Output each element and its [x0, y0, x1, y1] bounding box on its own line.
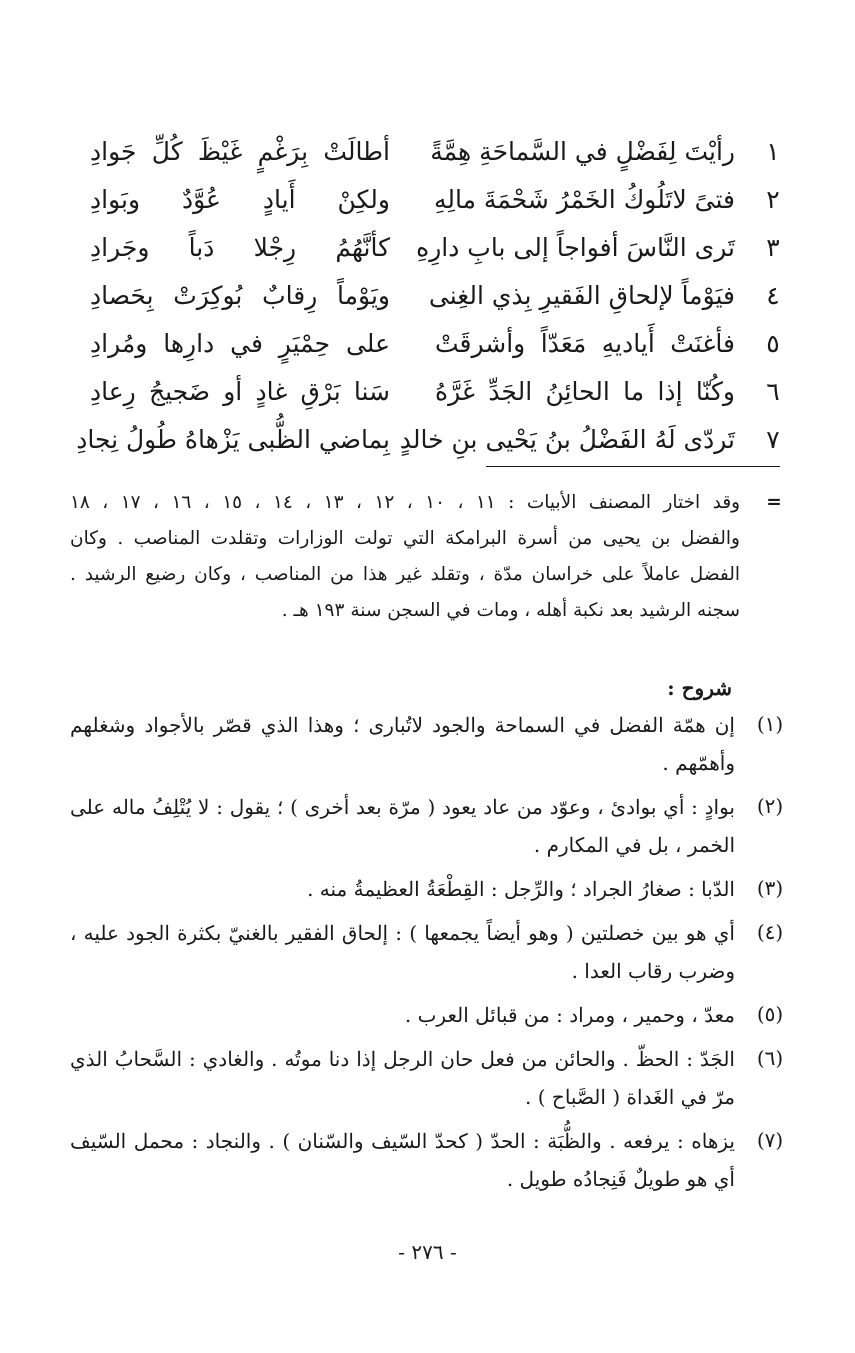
- note-number: (٧): [756, 1128, 784, 1152]
- note-line: الجَدّ : الحظّ . والحائن من فعل حان الرجل إذا دنا موتُه . والغادي : السَّحابُ الذي: [70, 1047, 735, 1071]
- note-line: مرّ في الغَداة ( الصَّباح ) .: [525, 1085, 735, 1109]
- verse-second-hemistich: ولكِنْ أَيادٍ عُوَّدٌ وبَوادِ: [90, 185, 390, 214]
- note-line: معدّ ، وحمير ، ومراد : من قبائل العرب .: [404, 1003, 735, 1027]
- poem-verse: [70, 368, 790, 416]
- commentary-note: [70, 914, 785, 990]
- footnote-divider: [486, 466, 780, 467]
- poem: [70, 128, 790, 464]
- poem-verse: [70, 224, 790, 272]
- poem-verse: [70, 272, 790, 320]
- verse-number: ٤: [766, 281, 780, 310]
- footnote: [70, 485, 785, 629]
- verse-first-hemistich: فأغنَتْ أَياديهِ مَعَدّاً وأشرقَتْ: [435, 329, 735, 358]
- note-line: أي هو بين خصلتين ( وهو أيضاً يجمعها ) : إلحاق الفقير بالغنيّ بكثرة الجود عليه ،: [70, 921, 735, 945]
- note-text: [70, 1040, 735, 1116]
- commentary-note: [70, 788, 785, 864]
- commentary-note: [70, 1040, 785, 1116]
- verse-second-hemistich: على حِمْيَرٍ في دارِها ومُرادِ: [90, 329, 390, 358]
- poem-verse: [70, 416, 790, 464]
- verse-number: ٥: [766, 329, 780, 358]
- verse-number: ٦: [766, 377, 780, 406]
- footnote-line: والفضل بن يحيى من أسرة البرامكة التي تولت الوزارات وتقلدت المناصب . وكان: [70, 528, 740, 549]
- footnote-line: وقد اختار المصنف الأبيات : ١١ ، ١٠ ، ١٢ ، ١٣ ، ١٤ ، ١٥ ، ١٦ ، ١٧ ، ١٨: [70, 492, 741, 513]
- verse-number: ١: [766, 137, 780, 166]
- note-line: أي هو طويلٌ فَنِجادُه طويل .: [506, 1167, 735, 1191]
- commentary-note: [70, 996, 785, 1034]
- footnote-line: سجنه الرشيد بعد نكبة أهله ، ومات في السجن سنة ١٩٣ هـ .: [281, 600, 740, 621]
- verse-second-hemistich: كأنَّهُمُ رِجْلا دَباً وجَرادِ: [90, 233, 390, 262]
- note-number: (١): [756, 712, 784, 736]
- note-line: وأهمّهم .: [662, 751, 735, 775]
- verse-second-hemistich: ويَوْماً رِقابٌ بُوكِرَتْ بِحَصادِ: [90, 281, 390, 310]
- commentary-notes: [70, 706, 785, 1204]
- note-line: بوادٍ : أي بوادئ ، وعوّد من عاد يعود ( مرّة بعد أخرى ) ؛ يقول : لا يُتْلِفُ ماله على: [70, 795, 735, 819]
- page-number: - ٢٧٦ -: [398, 1240, 457, 1264]
- verse-first-hemistich: فيَوْماً لإلحاقِ الفَقيرِ بِذي الغِنى: [428, 281, 735, 310]
- verse-first-hemistich: فتىً لاتَلُوكُ الخَمْرُ شَحْمَةَ مالِهِ: [433, 185, 735, 214]
- note-text: [70, 788, 735, 864]
- verse-first-hemistich: تَردّى لَهُ الفَضْلُ بنُ يَحْيى بنِ خالدٍ: [399, 425, 735, 454]
- note-number: (٢): [756, 794, 784, 818]
- note-number: (٦): [756, 1046, 784, 1070]
- note-text: [70, 706, 735, 782]
- verse-first-hemistich: وكُنّا إذا ما الحائِنُ الجَدِّ غَرَّهُ: [435, 377, 735, 406]
- note-text: [70, 914, 735, 990]
- note-line: يزهاه : يرفعه . والظُّبَة : الحدّ ( كحدّ السّيف والسّنان ) . والنجاد : محمل السّيف: [70, 1129, 735, 1153]
- verse-first-hemistich: تَرى النَّاسَ أفواجاً إلى بابِ دارِهِ: [416, 233, 735, 262]
- verse-number: ٢: [766, 185, 780, 214]
- footnote-marker: =: [766, 492, 782, 513]
- commentary-note: [70, 706, 785, 782]
- poem-verse: [70, 176, 790, 224]
- note-line: إن همّة الفضل في السماحة والجود لاتُبارى ؛ وهذا الذي قصّر بالأجواد وشغلهم: [70, 713, 735, 737]
- note-text: [70, 1122, 735, 1198]
- verse-second-hemistich: سَنا بَرْقِ غادٍ أو ضَجيجُ رِعادِ: [90, 377, 390, 406]
- note-number: (٣): [756, 876, 784, 900]
- commentary-note: [70, 870, 785, 908]
- note-number: (٤): [756, 920, 784, 944]
- footnote-line: الفضل عاملاً على خراسان مدّة ، وتقلد غير هذا من المناصب ، وكان رضيع الرشيد .: [70, 564, 740, 585]
- verse-number: ٣: [766, 233, 780, 262]
- verse-second-hemistich: بِماضي الظُّبى يَزْهاهُ طُولُ نِجادِ: [76, 425, 390, 454]
- poem-verse: [70, 128, 790, 176]
- note-line: وضرب رقاب العدا .: [571, 959, 735, 983]
- commentary-title: شروح :: [667, 676, 732, 700]
- verse-number: ٧: [766, 425, 780, 454]
- note-text: [70, 996, 735, 1034]
- footnote-body: [70, 485, 740, 629]
- note-text: [70, 870, 735, 908]
- verse-second-hemistich: أطالَتْ بِرَغْمٍ غَيْظَ كُلِّ جَوادِ: [90, 137, 390, 166]
- note-line: الخمر ، بل في المكارم .: [533, 833, 735, 857]
- verse-first-hemistich: رأيْتَ لِفَضْلٍ في السَّماحَةِ هِمَّةً: [430, 137, 735, 166]
- poem-verse: [70, 320, 790, 368]
- note-number: (٥): [756, 1002, 784, 1026]
- commentary-note: [70, 1122, 785, 1198]
- note-line: الدّبا : صغارُ الجراد ؛ والرِّجل : القِطْعَةُ العظيمةُ منه .: [307, 877, 735, 901]
